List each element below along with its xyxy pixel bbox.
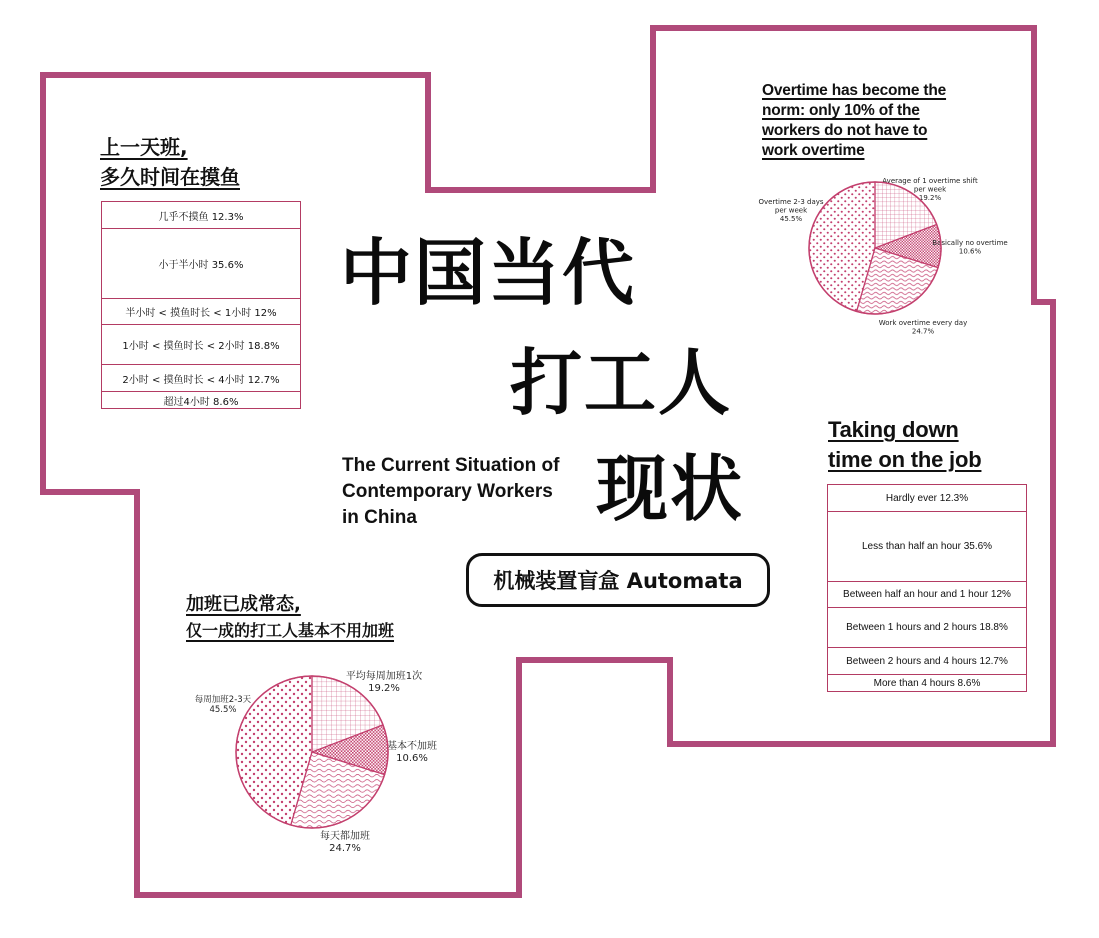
slice-label: Average of 1 overtime shift per week 19.2%: [882, 177, 978, 202]
heading-line: norm: only 10% of the: [762, 102, 920, 119]
title-line-2: 打工人: [510, 341, 733, 425]
automata-badge: 机械装置盲盒 Automata: [466, 553, 770, 607]
title-line-1: 中国当代: [340, 231, 637, 315]
table-row: Between 1 hours and 2 hours 18.8%: [828, 607, 1026, 647]
table-row: 几乎不摸鱼 12.3%: [158, 211, 244, 223]
heading-line: Overtime has become the: [762, 82, 947, 99]
heading-line: workers do not have to: [762, 122, 928, 139]
heading-line: 上一天班,: [100, 135, 188, 159]
heading-line: 多久时间在摸鱼: [100, 165, 240, 189]
slice-label: Overtime 2-3 days per week 45.5%: [758, 198, 824, 223]
slice-label: 平均每周加班1次 19.2%: [345, 671, 423, 694]
table-row: 小于半小时 35.6%: [102, 228, 300, 298]
table-row: 超过4小时 8.6%: [102, 391, 300, 408]
table-row: Between half an hour and 1 hour 12%: [828, 581, 1026, 607]
table-row: More than 4 hours 8.6%: [828, 674, 1026, 691]
slice-label: 每周加班2-3天 45.5%: [194, 695, 252, 716]
table-row: 1小时 < 摸鱼时长 < 2小时 18.8%: [102, 324, 300, 364]
subtitle-line: in China: [342, 507, 417, 528]
slice-label: 每天都加班 24.7%: [320, 831, 370, 854]
table-row: 半小时 < 摸鱼时长 < 1小时 12%: [102, 298, 300, 324]
slice-label: Work overtime every day 24.7%: [878, 319, 968, 336]
heading-line: time on the job: [828, 447, 982, 472]
title-line-3: 现状: [596, 447, 745, 531]
heading-line: work overtime: [762, 142, 865, 159]
slice-label: 基本不加班 10.6%: [387, 741, 437, 764]
heading-line: 仅一成的打工人基本不用加班: [186, 621, 395, 640]
table-row: Between 2 hours and 4 hours 12.7%: [828, 647, 1026, 674]
table-row: Less than half an hour 35.6%: [828, 511, 1026, 581]
subtitle-line: The Current Situation of: [342, 455, 560, 476]
table-row: Hardly ever 12.3%: [885, 492, 969, 504]
slice-label: Basically no overtime 10.6%: [932, 239, 1008, 256]
heading-line: 加班已成常态,: [186, 594, 301, 615]
table-row: 2小时 < 摸鱼时长 < 4小时 12.7%: [102, 364, 300, 391]
subtitle-line: Contemporary Workers: [342, 481, 553, 502]
heading-line: Taking down: [828, 417, 959, 442]
